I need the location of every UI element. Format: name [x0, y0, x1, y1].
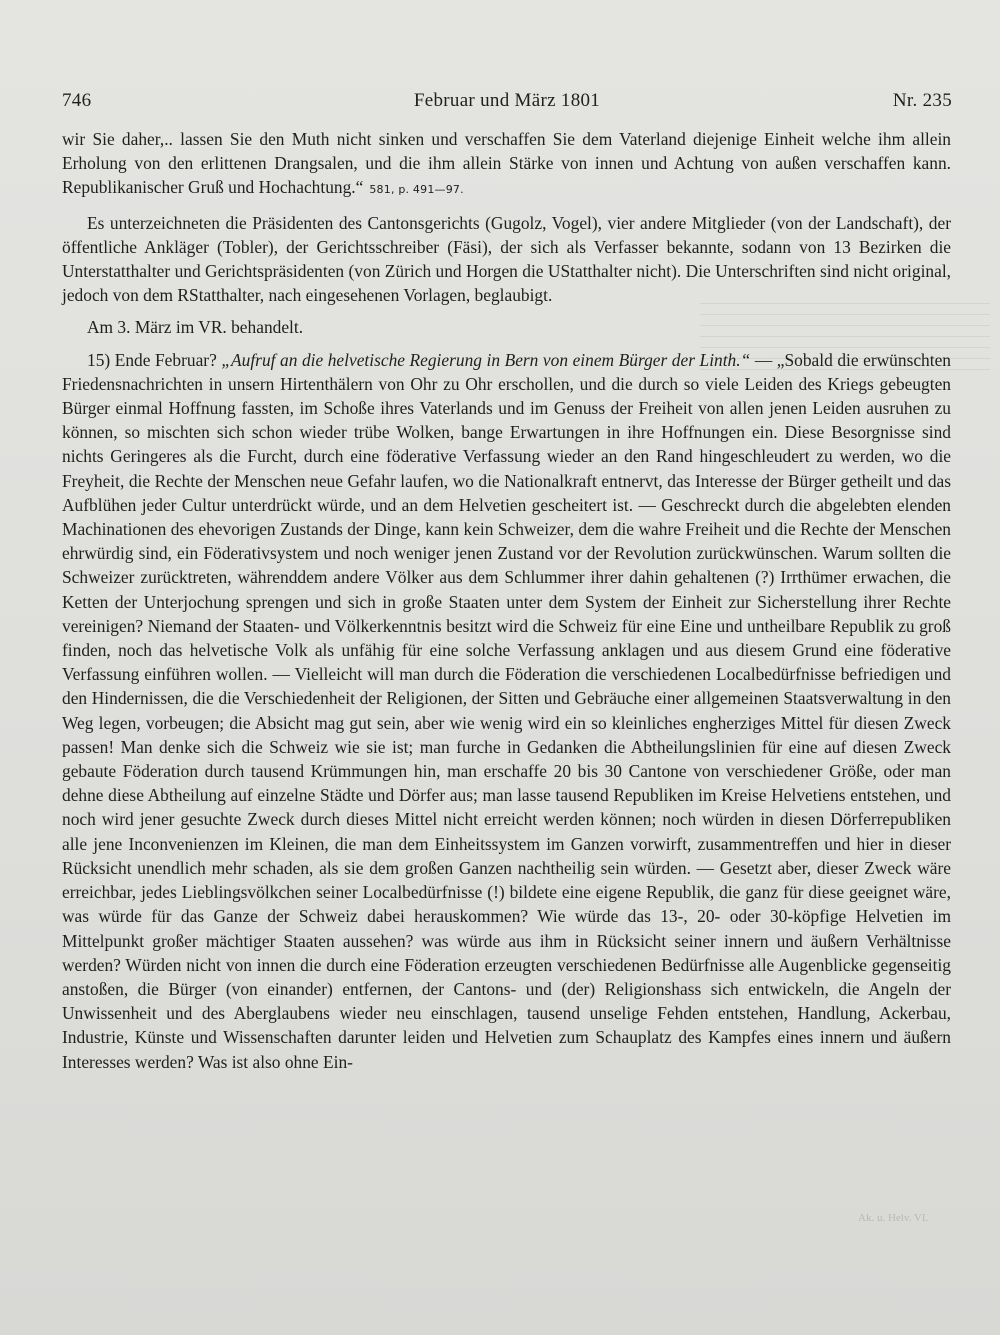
running-title: Februar und März 1801 [413, 90, 601, 111]
source-reference: 581, p. 491—97. [369, 183, 464, 197]
signature-mark: Ak. u. Helv. VI. [858, 1212, 929, 1224]
paragraph-entry-15 [62, 348, 951, 1074]
paragraph-closing-letter [62, 127, 951, 203]
entry-text: — „Sobald die erwünschten Friedensnachrichten in unsern Hirtenthälern von Ohr zu Ohr erschollen, und die durch so viele Leiden des Kriegs gebeugten Bürger einmal Hoffnung fassten, im Schoße ihres Vaterlands und im Genuss der Freiheit von allen jenen Leiden ausruhen zu können, so mischten sich schon wieder trübe Wolken, bange Erwartungen in ihre Hoffnungen ein. Diese Besorgnisse sind nichts Geringeres als die Furcht, durch eine föderative Verfassung wieder an den Rand hingeschleudert zu werden, wo die Freyheit, die Rechte der Menschen neue Gefahr laufen, wo die Nationalkraft entnervt, das Interesse der Bürger getheilt und das Aufblühen jeder Cultur unterdrückt würde, und an dem Helvetien gescheitert ist. — Geschreckt durch die abgelebten elenden Machinationen des ehevorigen Zustands der Dinge, kann kein Schweizer, dem die wahre Freiheit und die Rechte der Menschen ehrwürdig sind, ein Föderativsystem und noch weniger jenen Zustand vor der Revolution zurückwünschen. Warum sollten die Schweizer zurücktreten, währenddem andere Völker aus dem Schlummer ihrer dahin gehaltenen (?) Irrthümer erwachen, die Ketten der Unterjochung sprengen und sich in große Staaten unter dem System der Einheit zur Sicherstellung ihrer Rechte vereinigen? Niemand der Staaten- und Völkerkenntnis besitzt wird die Schweiz für eine Eine und untheilbare Republik zu groß finden, noch das helvetische Volk als unfähig für eine solche Verfassung anklagen und aus diesem Grund eine föderative Verfassung einführen wollen. — Vielleicht will man durch die Föderation die verschiedenen Localbedürfnisse befriedigen und den Hindernissen, die die Verschiedenheit der Religionen, der Sitten und Gebräuche einer allgemeinen Staatsverwaltung in den Weg legen, vorbeugen; die Absicht mag gut sein, aber wie wenig wird ein so kleinliches engherziges Mittel für diesen Zweck passen! Man denke sich die Schweiz wie sie ist; man furche in Gedanken die Abtheilungslinien für eine auf diesen Zweck gebaute Föderation durch tausend Krümmungen hin, man erschaffe 20 bis 30 Cantone von verschiedener Größe, oder man dehne diese Abtheilung auf einzelne Städte und Dörfer aus; man lasse tausend Republiken im Kreise Helvetiens entstehen, und noch wird jener gesuchte Zweck durch dieses Mittel nicht erreicht werden können; noch würden in diesen Dörferrepubliken alle jene Inconvenienzen im Kleinen, die man dem Einheitssystem im Ganzen vorwirft, zusammentreffen und hier in dieser Rücksicht unendlich mehr schaden, als sie dem großen Ganzen nachtheilig sein würden. — Gesetzt aber, dieser Zweck wäre erreichbar, jedes Lieblingsvölkchen seiner Localbedürfnisse (!) bildete eine eigene Republik, die ganz für diese geeignet wäre, was würde für das Ganze der Schweiz dabei herauskommen? Wie würde das 13-, 20- oder 30-köpfige Helvetien im Mittelpunkt großer mächtiger Staaten aussehen? was würde aus ihm in Rücksicht seiner innern und äußern Verhältnisse werden? Würden nicht von innen die durch eine Föderation erzeugten verschiedenen Bedürfnisse alle Augenblicke gegenseitig anstoßen, die Bürger (von einander) entfernen, der Cantons- und (der) Religionshass sich entwickeln, die Angeln der Unwissenheit und des Aberglaubens wieder neu einschlagen, tausend unselige Fehden entstehen, Handlung, Ackerbau, Industrie, Künste und Wissenschaften darunter leiden und Helvetien zum Schauplatz des Kampfes eines innern und äußern Interesses werden? Was ist also ohne Ein- [62, 349, 952, 1072]
entry-lead: 15) Ende Februar? [87, 349, 217, 370]
body-text [62, 127, 951, 1074]
page-number: 746 [62, 90, 92, 111]
paragraph-treatment-note: Am 3. März im VR. behandelt. [87, 317, 304, 338]
entry-number: Nr. 235 [892, 90, 952, 111]
paragraph-signatories: Es unterzeichneten die Präsidenten des Cantonsgerichts (Gugolz, Vogel), vier andere Mitglieder (von der Landschaft), der öffentliche Ankläger (Tobler), der Gerichtsschreiber (Fäsi), der sich als Verfasser bekannte, sodann von 13 Bezirken die Unterstatthalter und Gerichtspräsidenten (von Zürich und Horgen die UStatthalter nicht). Die Unterschriften sind nicht original, jedoch von dem RStatthalter, nach eingesehenen Vorlagen, beglaubigt. [62, 212, 951, 306]
running-head [62, 90, 952, 118]
closing-letter-text: wir Sie daher,.. lassen Sie den Muth nicht sinken und verschaffen Sie dem Vaterland diejenige Einheit welche ihm allein Erholung von den erlittenen Drangsalen, und die ihm allein Stärke von innen und Achtung von außen verschaffen kann. Republikanischer Gruß und Hochachtung.“ [62, 129, 951, 198]
entry-title: „Aufruf an die helvetische Regierung in Bern von einem Bürger der Linth.“ [221, 349, 751, 370]
